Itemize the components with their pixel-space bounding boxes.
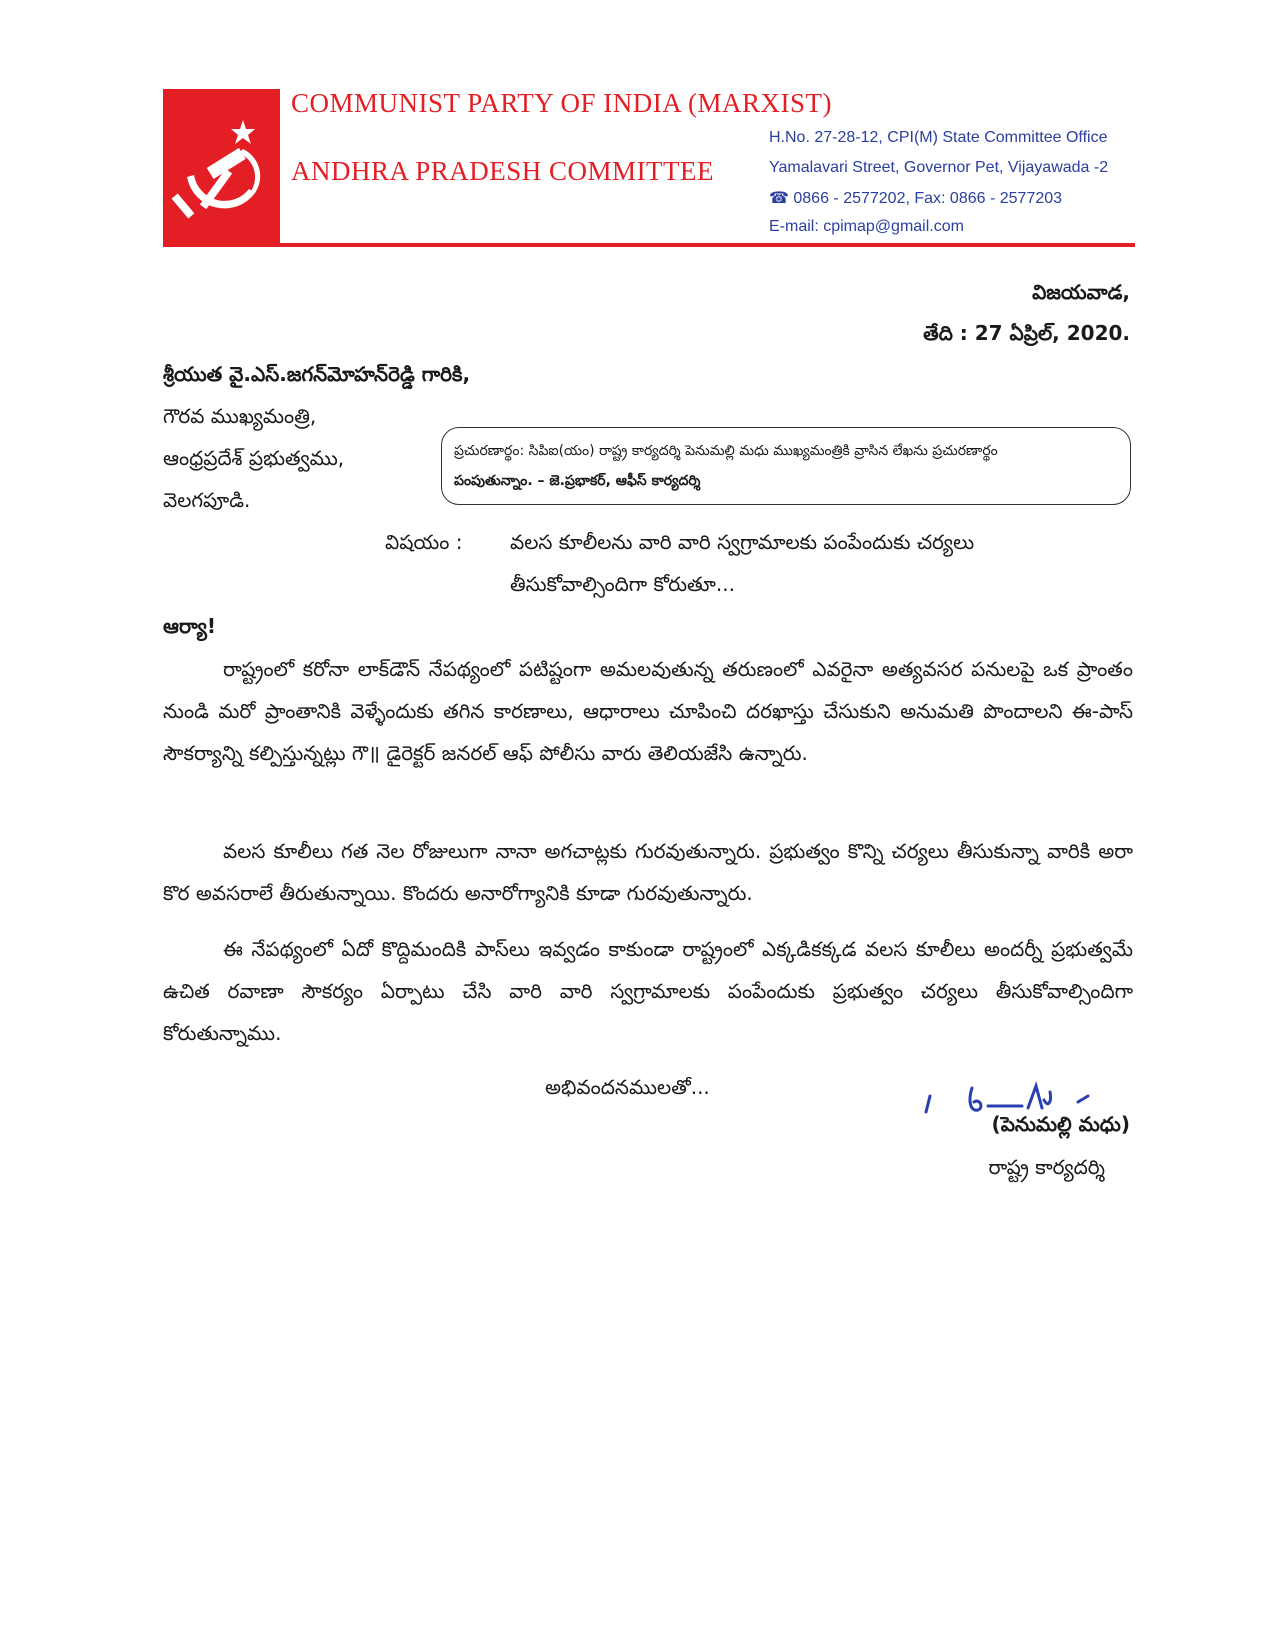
salutation: ఆర్యా!	[163, 614, 216, 638]
phone-fax-line: ☎ 0866 - 2577202, Fax: 0866 - 2577203	[769, 190, 1063, 207]
subject-line-1: వలస కూలీలను వారి వారి స్వగ్రామాలకు పంపేందుకు చర్యలు	[510, 530, 975, 554]
body-paragraph-3: ఈ నేపథ్యంలో ఏదో కొద్దిమందికి పాస్‌లు ఇవ్వడం కాకుండా రాష్ట్రంలో ఎక్కడికక్కడ వలస కూలీలు అందర్నీ ప్రభుత్వమే ఉచిత రవాణా సౌకర్యం ఏర్పాటు చేసి వారి వారి స్వగ్రామాలకు పంపేందుకు ప్రభుత్వం చర్యలు తీసుకోవాల్సిందిగా కోరుతున్నాము.	[163, 937, 1133, 1045]
address-line-1: H.No. 27-28-12, CPI(M) State Committee Office	[769, 129, 1108, 146]
press-note-line-2: పంపుతున్నాం. – జె.ప్రభాకర్, ఆఫీస్ కార్యదర్శి	[454, 473, 701, 489]
address-line-2: Yamalavari Street, Governor Pet, Vijayawada -2	[769, 159, 1109, 176]
addressee-title: గౌరవ ముఖ్యమంత్రి,	[163, 404, 317, 428]
hammer-sickle-icon	[163, 89, 278, 243]
committee-name: ANDHRA PRADESH COMMITTEE	[291, 156, 715, 186]
press-note-line-1: ప్రచురణార్థం: సిపిఐ(యం) రాష్ట్ర కార్యదర్శి పెనుమల్లి మధు ముఖ్యమంత్రికి వ్రాసిన లేఖను ప్రచురణార్థం	[454, 443, 998, 459]
header-rule	[163, 243, 1135, 247]
party-logo	[163, 89, 278, 243]
signatory-name: (పెనుమల్లి మధు)	[991, 1112, 1130, 1136]
organization-name: COMMUNIST PARTY OF INDIA (MARXIST)	[291, 88, 832, 118]
body-paragraph-2: వలస కూలీలు గత నెల రోజులుగా నానా అగచాట్లకు గురవుతున్నారు. ప్రభుత్వం కొన్ని చర్యలు తీసుకున్నా వారికి అరా కొర అవసరాలే తీరుతున్నాయి. కొందరు అనారోగ్యానికి కూడా గురవుతున్నారు.	[163, 839, 1133, 905]
addressee-government: ఆంధ్రప్రదేశ్ ప్రభుత్వము,	[163, 446, 345, 470]
header-divider	[278, 89, 280, 243]
addressee-place: వెలగపూడి.	[163, 488, 251, 512]
subject-line-2: తీసుకోవాల్సిందిగా కోరుతూ...	[510, 572, 735, 596]
subject-label: విషయం :	[385, 530, 463, 554]
closing-line: అభివందనములతో...	[545, 1075, 710, 1099]
letter-place: విజయవాడ,	[1032, 280, 1130, 304]
letter-date: తేది : 27 ఏప్రిల్, 2020.	[923, 321, 1130, 345]
press-note-box	[441, 427, 1131, 505]
signatory-role: రాష్ట్ర కార్యదర్శి	[988, 1155, 1105, 1179]
body-paragraph-1: రాష్ట్రంలో కరోనా లాక్‌డౌన్ నేపథ్యంలో పటిష్టంగా అమలవుతున్న తరుణంలో ఎవరైనా అత్యవసర పనులపై ఒక ప్రాంతం నుండి మరో ప్రాంతానికి వెళ్ళేందుకు తగిన కారణాలు, ఆధారాలు చూపించి దరఖాస్తు చేసుకుని అనుమతి పొందాలని ఈ-పాస్ సౌకర్యాన్ని కల్పిస్తున్నట్లు గౌ॥ డైరెక్టర్ జనరల్ ఆఫ్ పోలీసు వారు తెలియజేసి ఉన్నారు.	[163, 657, 1133, 765]
addressee-name: శ్రీయుత వై.ఎస్.జగన్‌మోహన్‌రెడ్డి గారికి,	[163, 362, 471, 386]
email-line: E-mail: cpimap@gmail.com	[769, 218, 964, 235]
